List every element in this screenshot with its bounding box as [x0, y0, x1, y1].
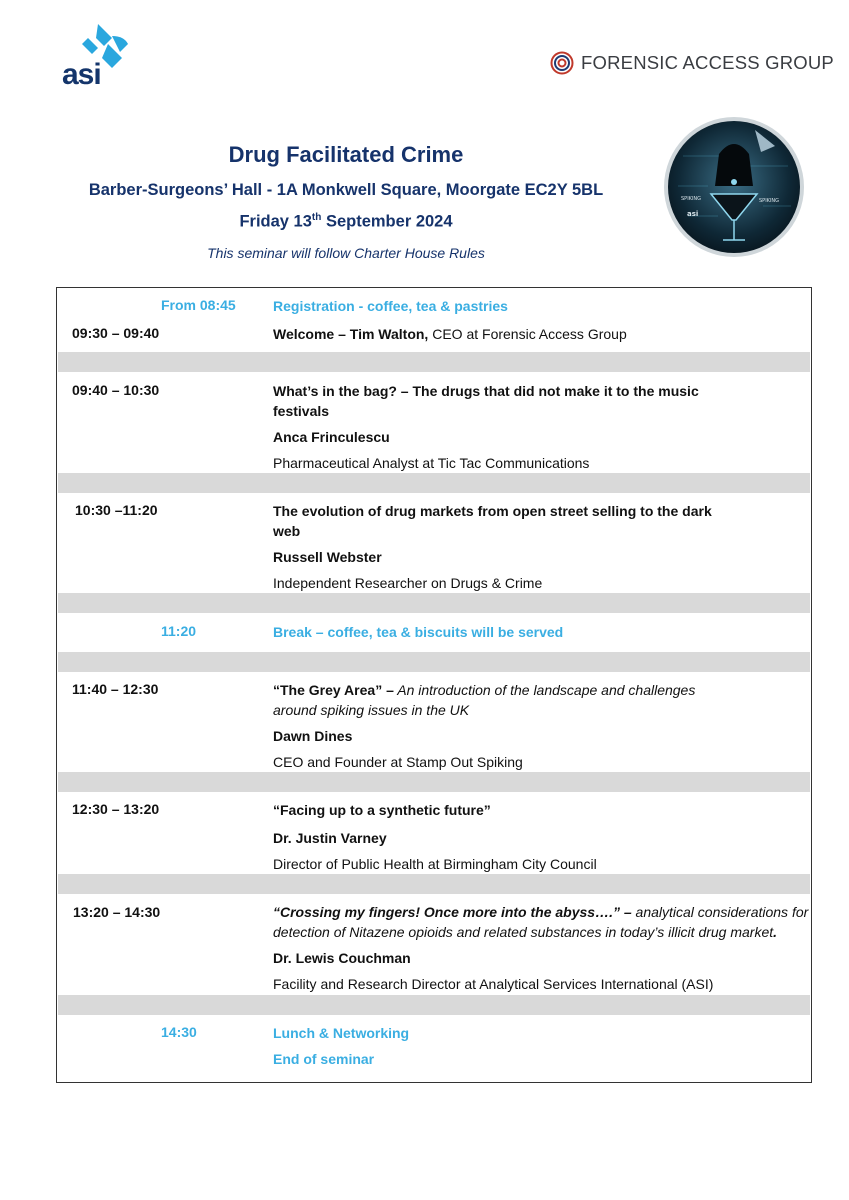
session-time: 11:20: [161, 623, 197, 639]
session-time: 10:30 –11:20: [75, 502, 158, 518]
session-title-end: .: [773, 924, 778, 940]
session-title: Registration - coffee, tea & pastries: [273, 298, 508, 314]
speaker-role: Independent Researcher on Drugs & Crime: [273, 575, 543, 591]
session-item: [273, 800, 813, 874]
speaker-name: Dr. Justin Varney: [273, 830, 387, 846]
speaker-role: CEO and Founder at Stamp Out Spiking: [273, 754, 523, 770]
session-time: 13:20 – 14:30: [73, 904, 161, 920]
session-title: “Crossing my fingers! Once more into the abyss….” –: [273, 904, 632, 920]
session-title: “Facing up to a synthetic future”: [273, 802, 491, 818]
speaker-role: Pharmaceutical Analyst at Tic Tac Communications: [273, 455, 590, 471]
speaker-name: Russell Webster: [273, 549, 382, 565]
session-item: [273, 381, 733, 473]
row-separator: [58, 874, 810, 894]
row-separator: [58, 473, 810, 493]
session-item: [273, 324, 813, 344]
session-item: [273, 680, 723, 772]
speaker-name: Dr. Lewis Couchman: [273, 950, 411, 966]
session-title-detail: An introduction of the landscape and challenges around spiking issues in the UK: [273, 682, 696, 718]
session-title-detail: CEO at Forensic Access Group: [428, 326, 627, 342]
session-item: [273, 1023, 813, 1069]
svg-text:SPIKING: SPIKING: [759, 198, 780, 204]
spiking-illustration-icon: [663, 116, 805, 258]
speaker-name: Dawn Dines: [273, 728, 353, 744]
event-venue: Barber-Surgeons’ Hall - 1A Monkwell Square, Moorgate EC2Y 5BL: [88, 181, 604, 199]
asi-logo-text: asi: [62, 58, 101, 91]
forensic-access-group-logo: [550, 51, 834, 75]
event-date: Friday 13th September 2024: [239, 212, 453, 231]
row-separator: [58, 995, 810, 1015]
session-title: The evolution of drug markets from open street selling to the dark web: [273, 503, 712, 539]
session-title: What’s in the bag? – The drugs that did not make it to the music festivals: [273, 383, 699, 419]
session-title: “The Grey Area” –: [273, 682, 394, 698]
session-item: [273, 622, 813, 642]
row-separator: [58, 772, 810, 792]
programme-table: [56, 287, 812, 1083]
speaker-role: Director of Public Health at Birmingham City Council: [273, 856, 597, 872]
event-title: Drug Facilitated Crime: [228, 142, 464, 167]
forensic-access-group-text: FORENSIC ACCESS GROUP: [581, 52, 834, 73]
session-title: Welcome – Tim Walton,: [273, 326, 429, 342]
svg-text:SPIKING: SPIKING: [681, 196, 702, 202]
session-time: 14:30: [161, 1024, 197, 1040]
session-time: From 08:45: [161, 297, 236, 313]
session-title: Lunch & Networking: [273, 1025, 410, 1041]
session-title-end-of-seminar: End of seminar: [273, 1051, 375, 1067]
speaker-name: Anca Frinculescu: [273, 429, 390, 445]
session-item: [273, 501, 733, 593]
session-time: 11:40 – 12:30: [72, 681, 159, 697]
event-rules: This seminar will follow Charter House Rules: [207, 245, 485, 261]
session-time: 09:30 – 09:40: [72, 325, 160, 341]
session-time: 12:30 – 13:20: [72, 801, 160, 817]
session-title-detail: analytical considerations for detection of Nitazene opioids and related substances in today’s illicit drug market: [273, 904, 809, 940]
svg-text:asi: asi: [687, 210, 699, 218]
fingerprint-icon: [550, 51, 574, 75]
row-separator: [58, 593, 810, 613]
row-separator: [58, 352, 810, 372]
session-item: [273, 902, 809, 994]
session-time: 09:40 – 10:30: [72, 382, 160, 398]
speaker-role: Facility and Research Director at Analytical Services International (ASI): [273, 976, 714, 992]
session-item: [273, 296, 813, 316]
session-title: Break – coffee, tea & biscuits will be served: [273, 624, 564, 640]
row-separator: [58, 652, 810, 672]
